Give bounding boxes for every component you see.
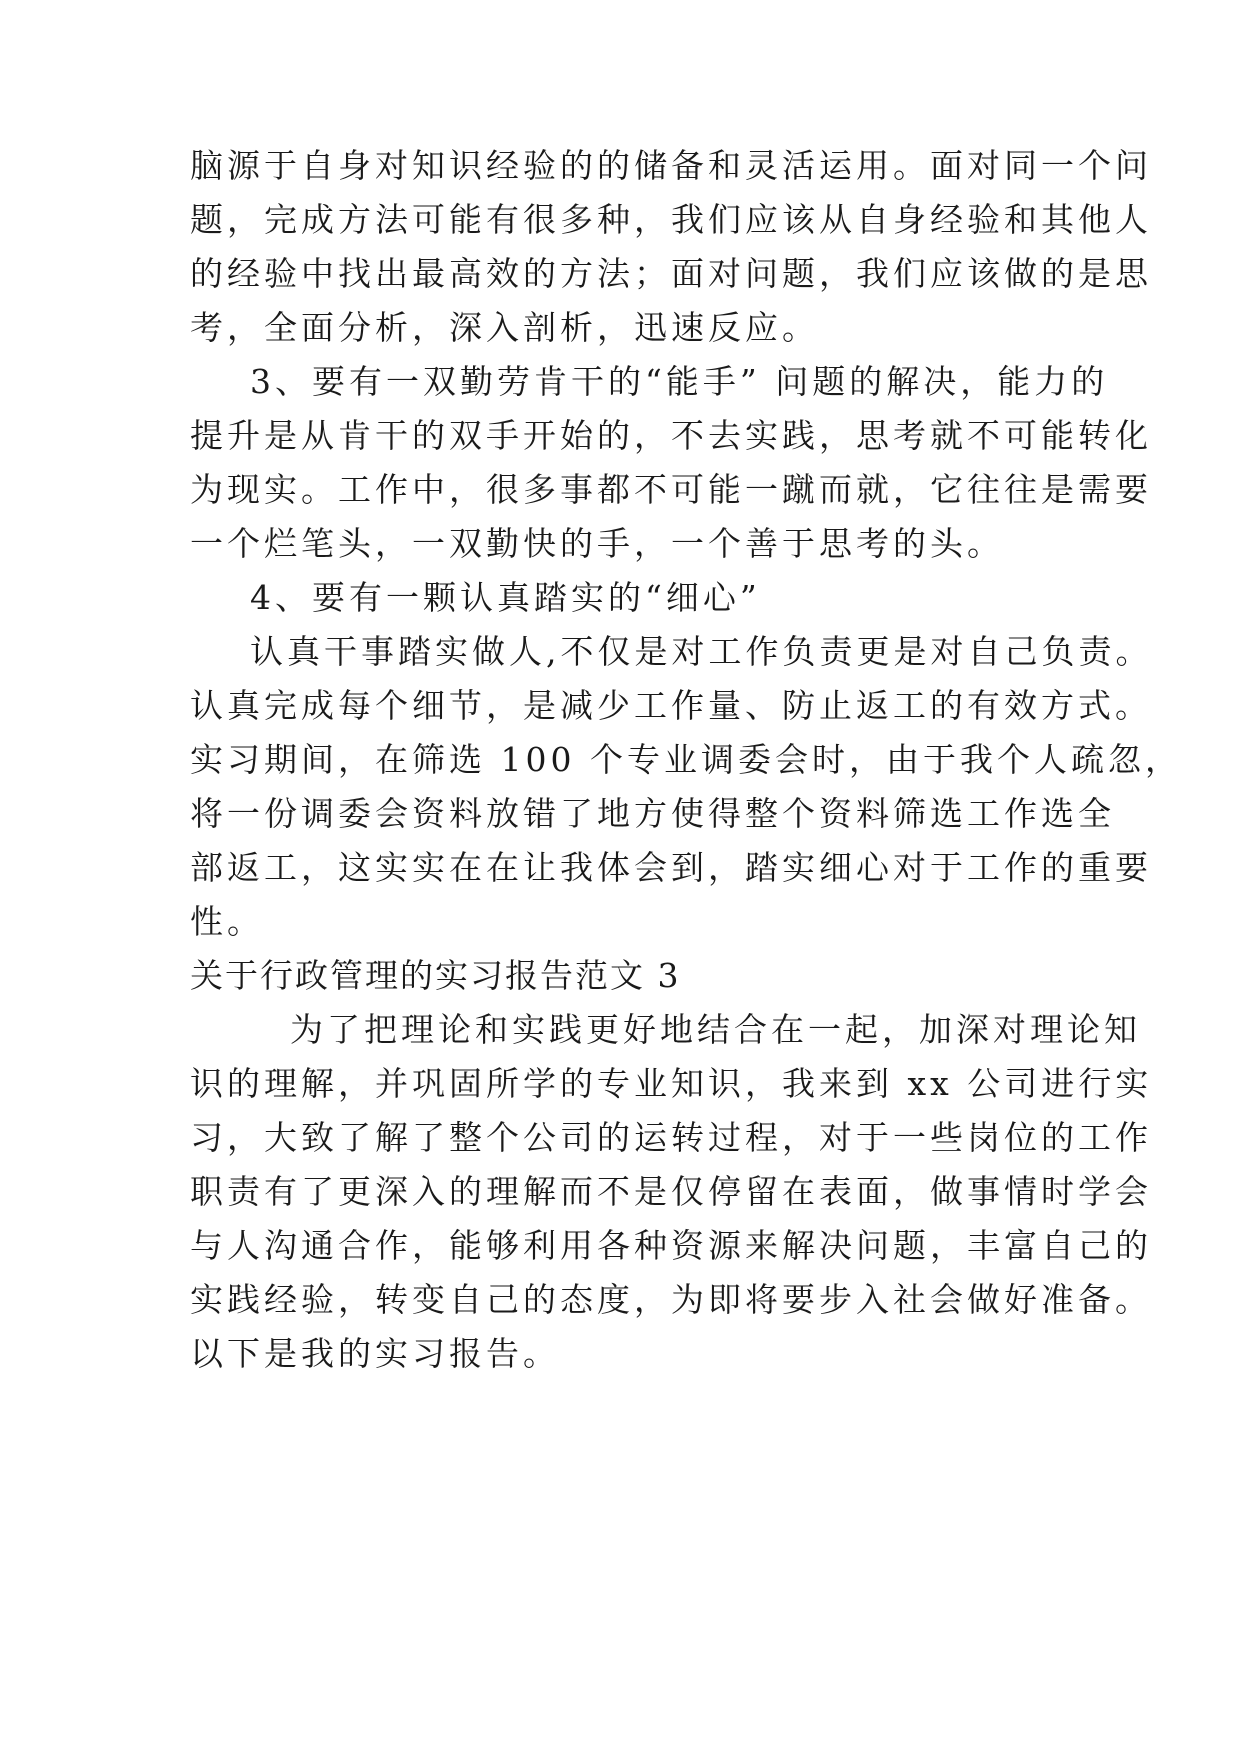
body-text-line: 为现实。工作中，很多事都不可能一蹴而就，它往往是需要 xyxy=(190,470,1152,509)
body-text-line: 性。 xyxy=(190,902,264,941)
body-text-line: 识的理解，并巩固所学的专业知识，我来到 xx 公司进行实 xyxy=(190,1064,1153,1103)
body-text-line: 与人沟通合作，能够利用各种资源来解决问题，丰富自己的 xyxy=(190,1226,1152,1265)
body-text-line: 将一份调委会资料放错了地方使得整个资料筛选工作选全 xyxy=(190,794,1115,833)
body-text-line: 认真干事踏实做人,不仅是对工作负责更是对自己负责。 xyxy=(250,632,1153,671)
body-text-line: 脑源于自身对知识经验的的储备和灵活运用。面对同一个问 xyxy=(190,146,1152,185)
body-text-line: 提升是从肯干的双手开始的，不去实践，思考就不可能转化 xyxy=(190,416,1152,455)
body-text-line: 的经验中找出最高效的方法；面对问题，我们应该做的是思 xyxy=(190,254,1152,293)
body-text-line: 3、要有一双勤劳肯干的“能手” 问题的解决，能力的 xyxy=(250,362,1109,401)
body-text-line: 4、要有一颗认真踏实的“细心” xyxy=(250,578,761,617)
body-text-line: 习，大致了解了整个公司的运转过程，对于一些岗位的工作 xyxy=(190,1118,1152,1157)
body-text-line: 一个烂笔头，一双勤快的手，一个善于思考的头。 xyxy=(190,524,1004,563)
body-text-line: 实践经验，转变自己的态度，为即将要步入社会做好准备。 xyxy=(190,1280,1152,1319)
body-text-line: 考，全面分析，深入剖析，迅速反应。 xyxy=(190,308,819,347)
body-text-line: 题，完成方法可能有很多种，我们应该从自身经验和其他人 xyxy=(190,200,1152,239)
section-heading: 关于行政管理的实习报告范文 3 xyxy=(190,956,681,995)
body-text-line: 部返工，这实实在在让我体会到，踏实细心对于工作的重要 xyxy=(190,848,1152,887)
body-text-line: 认真完成每个细节，是减少工作量、防止返工的有效方式。 xyxy=(190,686,1152,725)
body-text-line: 以下是我的实习报告。 xyxy=(190,1334,560,1373)
body-text-line: 为了把理论和实践更好地结合在一起，加深对理论知 xyxy=(290,1010,1141,1049)
body-text-line: 实习期间，在筛选 100 个专业调委会时，由于我个人疏忽， xyxy=(190,740,1182,779)
body-text-line: 职责有了更深入的理解而不是仅停留在表面，做事情时学会 xyxy=(190,1172,1152,1211)
